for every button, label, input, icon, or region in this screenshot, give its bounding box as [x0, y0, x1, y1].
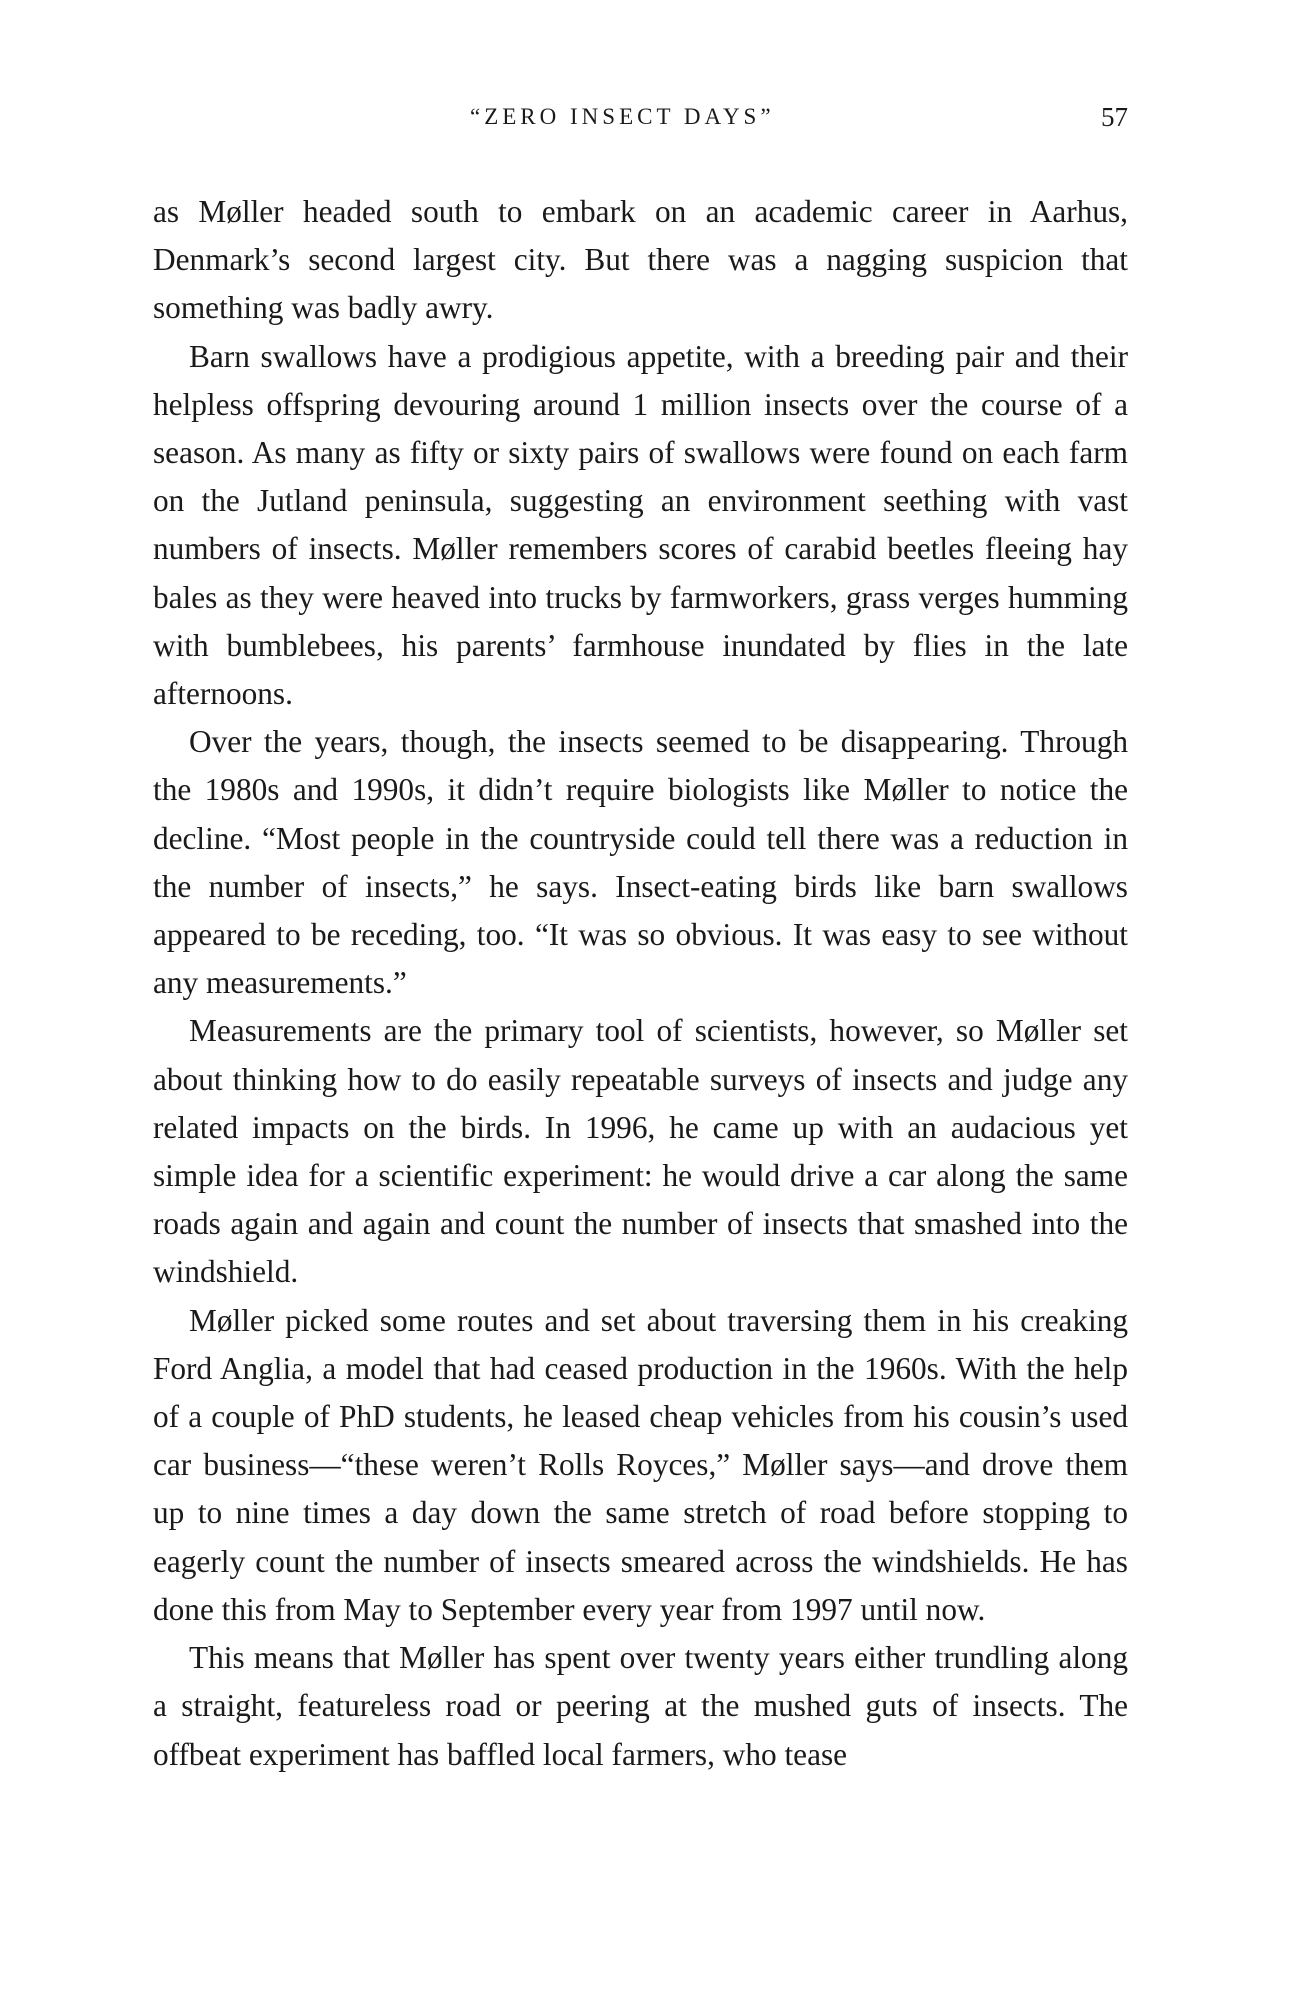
paragraph: Over the years, though, the insects seemed to be disappearing. Through the 1980s and 1990s, it didn’t require biologists like Møller to notice the decline. “Most people in the countryside could tell there was a reduction in the number of insects,” he says. Insect-eating birds like barn swallows appeared to be receding, too. “It was so obvious. It was easy to see without any measurements.”: [153, 724, 1128, 1001]
paragraph: Measurements are the primary tool of scientists, however, so Møller set about thinking how to do easily repeatable surveys of insects and judge any related impacts on the birds. In 1996, he came up with an audacious yet simple idea for a scientific experiment: he would drive a car along the same roads again and again and count the number of insects that smashed into the windshield.: [153, 1013, 1128, 1290]
paragraph: as Møller headed south to embark on an academic career in Aarhus, Denmark’s second largest city. But there was a nagging suspicion that something was badly awry.: [153, 194, 1128, 326]
paragraph: This means that Møller has spent over twenty years either trundling along a straight, featureless road or peering at the mushed guts of insects. The offbeat experiment has baffled local farmers, who tease: [153, 1640, 1128, 1772]
paragraph: Barn swallows have a prodigious appetite, with a breeding pair and their helpless offspring devouring around 1 million insects over the course of a season. As many as fifty or sixty pairs of swallows were found on each farm on the Jutland peninsula, suggesting an environment seething with vast numbers of insects. Møller remembers scores of carabid beetles fleeing hay bales as they were heaved into trucks by farmworkers, grass verges humming with bumblebees, his parents’ farmhouse inundated by flies in the late afternoons.: [153, 338, 1128, 712]
page-number: 57: [1101, 102, 1128, 132]
running-head: “ZERO INSECT DAYS”: [470, 104, 775, 129]
body-text: [153, 188, 1128, 1779]
paragraph: Møller picked some routes and set about traversing them in his creaking Ford Anglia, a model that had ceased production in the 1960s. With the help of a couple of PhD students, he leased cheap vehicles from his cousin’s used car business—“these weren’t Rolls Royces,” Møller says—and drove them up to nine times a day down the same stretch of road before stopping to eagerly count the number of insects smeared across the windshields. He has done this from May to September every year from 1997 until now.: [153, 1302, 1128, 1627]
